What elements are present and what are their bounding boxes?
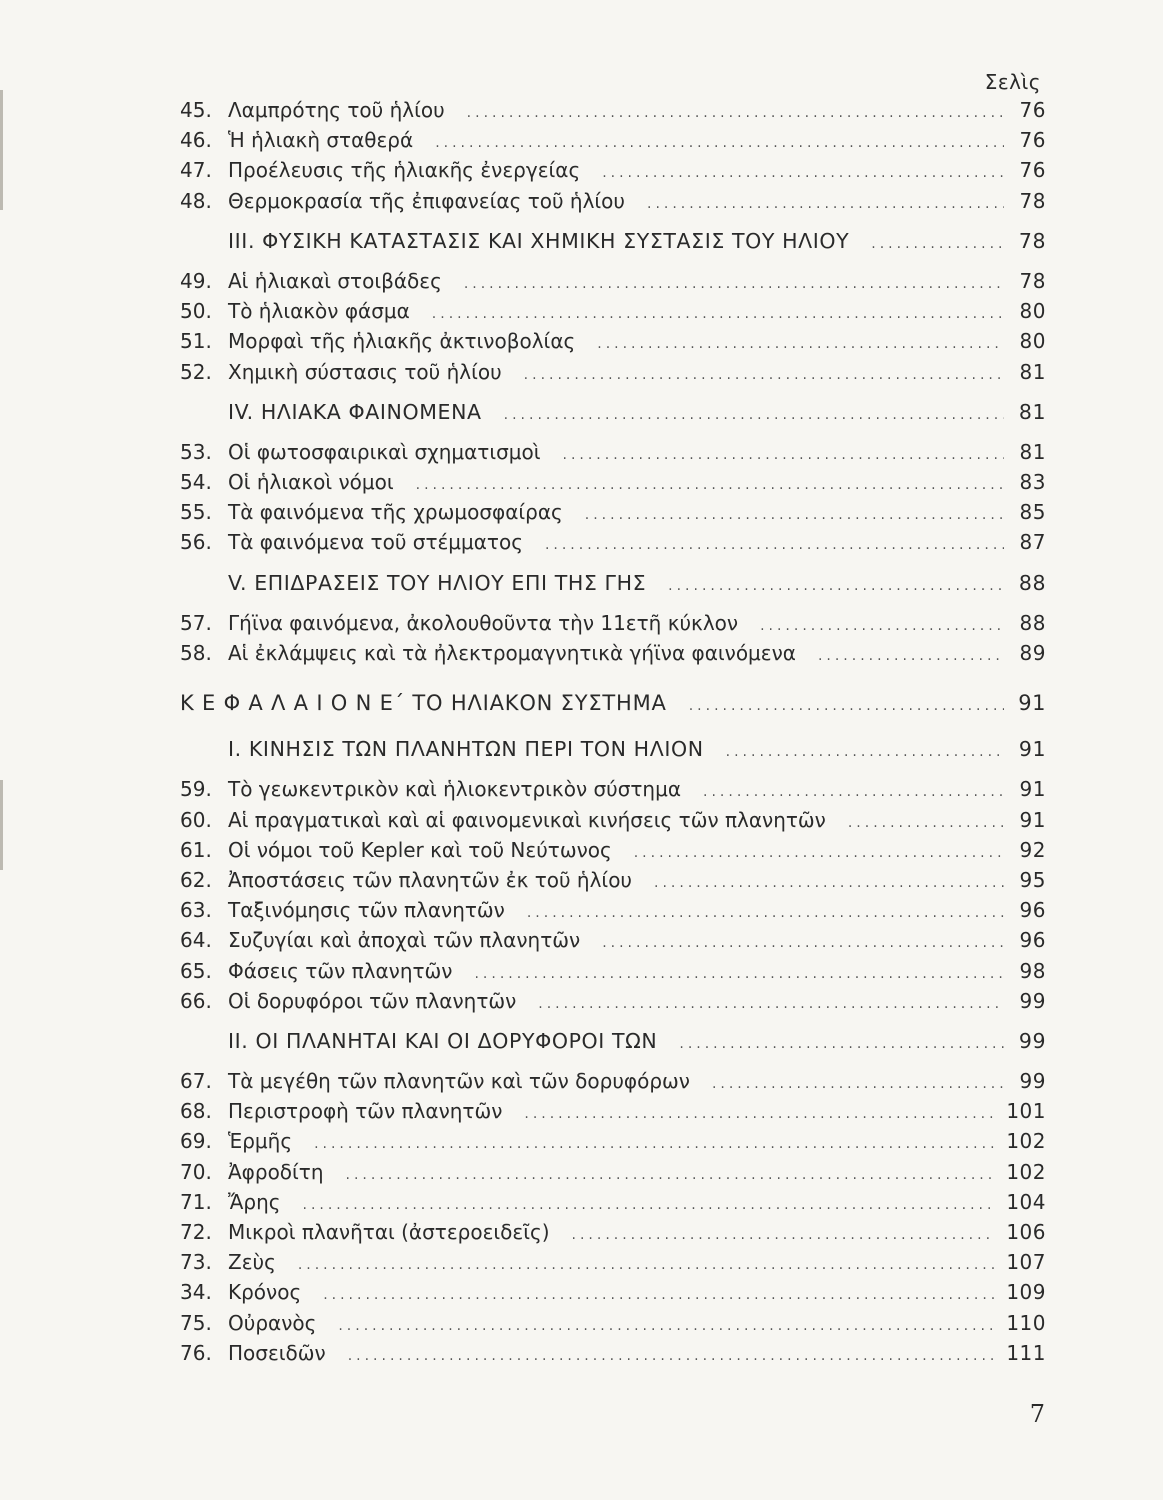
toc-chapter-row	[180, 691, 1046, 727]
dot-leader	[538, 996, 1004, 1012]
toc-entry-title: Οἱ δορυφόροι τῶν πλανητῶν	[228, 988, 517, 1013]
toc-page-number: 85	[1019, 500, 1046, 525]
toc-page-number: 76	[1019, 98, 1046, 122]
toc-entry-number: 66.	[180, 988, 212, 1013]
toc-entry-title: Ποσειδῶν	[228, 1340, 326, 1365]
toc-entry-number: 71.	[180, 1189, 212, 1214]
dot-leader	[464, 276, 1004, 292]
dot-leader	[689, 698, 1004, 714]
toc-entry-row	[180, 1250, 1046, 1280]
toc-page-number: 91	[1019, 777, 1046, 802]
toc-entry-row	[180, 299, 1046, 329]
toc-entry-row	[180, 128, 1046, 158]
dot-leader	[703, 784, 1004, 800]
toc-entry-number: 62.	[180, 867, 212, 892]
toc-entry-title: Μικροὶ πλανῆται (ἀστεροειδεῖς)	[228, 1220, 550, 1244]
toc-entry-number: 34.	[180, 1280, 212, 1305]
dot-leader	[597, 336, 1004, 352]
toc-entry-number: 49.	[180, 268, 212, 293]
toc-entry-title: Τὸ ἡλιακὸν φάσμα	[228, 299, 410, 324]
toc-section-title: II. ΟΙ ΠΛΑΝΗΤΑΙ ΚΑΙ ΟΙ ΔΟΡΥΦΟΡΟΙ ΤΩΝ	[228, 1028, 658, 1053]
dot-leader	[668, 578, 1004, 594]
dot-leader	[346, 1167, 995, 1183]
toc-entry-row	[180, 1069, 1046, 1099]
dot-leader	[348, 1348, 995, 1364]
toc-entry-row	[180, 838, 1046, 868]
toc-entry-title: Οἱ νόμοι τοῦ Kepler καὶ τοῦ Νεύτωνος	[228, 837, 612, 862]
dot-leader	[572, 1227, 995, 1243]
toc-page-number: 96	[1019, 898, 1046, 923]
dot-leader	[545, 537, 1004, 553]
toc-page-number: 95	[1019, 867, 1046, 892]
toc-entry-title: Αἱ ἐκλάμψεις καὶ τὰ ἠλεκτρομαγνητικὰ γήϊνα φαινόμενα	[228, 641, 796, 665]
toc-entry-number: 70.	[180, 1159, 212, 1184]
toc-entry-title: Τὰ μεγέθη τῶν πλανητῶν καὶ τῶν δορυφόρων	[228, 1069, 690, 1094]
dot-leader	[524, 367, 1004, 383]
toc-page-number: 99	[1019, 988, 1046, 1013]
toc-page-number: 88	[1019, 610, 1046, 635]
toc-entry-row	[180, 530, 1046, 560]
dot-leader	[504, 407, 1004, 423]
toc-entry-number: 61.	[180, 837, 212, 862]
toc-page-number: 102	[1006, 1159, 1046, 1184]
table-of-contents	[180, 98, 1046, 1371]
toc-page-number: 87	[1019, 530, 1046, 555]
toc-chapter-title: Κ Ε Φ Α Λ Α Ι Ο Ν Ε΄ ΤΟ ΗΛΙΑΚΟΝ ΣΥΣΤΗΜΑ	[180, 691, 667, 716]
toc-entry-title: Αἱ πραγματικαὶ καὶ αἱ φαινομενικαὶ κινήσεις τῶν πλανητῶν	[228, 807, 826, 832]
toc-entry-number: 52.	[180, 359, 212, 384]
toc-entry-row	[180, 611, 1046, 641]
toc-entry-row	[180, 269, 1046, 299]
toc-entry-number: 56.	[180, 530, 212, 555]
toc-page-number: 76	[1019, 158, 1046, 183]
toc-entry-row	[180, 959, 1046, 989]
toc-entry-number: 59.	[180, 777, 212, 802]
toc-section-row	[180, 1029, 1046, 1059]
dot-leader	[634, 845, 1004, 861]
toc-page-number: 80	[1019, 299, 1046, 324]
toc-page-number: 109	[1006, 1280, 1046, 1305]
dot-leader	[647, 196, 1004, 212]
toc-entry-row	[180, 641, 1046, 671]
toc-page-number: 99	[1019, 1069, 1046, 1094]
toc-entry-title: Γήϊνα φαινόμενα, ἀκολουθοῦντα τὴν 11ετῆ κύκλον	[228, 610, 739, 635]
toc-entry-number: 75.	[180, 1310, 212, 1335]
toc-entry-title: Ἄρης	[228, 1189, 281, 1214]
toc-entry-title: Συζυγίαι καὶ ἀποχαὶ τῶν πλανητῶν	[228, 928, 581, 953]
toc-section-title: IV. ΗΛΙΑΚΑ ΦΑΙΝΟΜΕΝΑ	[228, 399, 482, 424]
toc-page-number: 98	[1019, 958, 1046, 983]
toc-entry-title: Ἀφροδίτη	[228, 1159, 324, 1184]
toc-page-number: 88	[1018, 570, 1046, 595]
toc-entry-title: Ταξινόμησις τῶν πλανητῶν	[228, 898, 505, 923]
page-edge-shadow	[0, 90, 3, 210]
dot-leader	[298, 1257, 994, 1273]
toc-entry-row	[180, 868, 1046, 898]
toc-entry-number: 60.	[180, 807, 212, 832]
toc-page-number: 107	[1006, 1250, 1046, 1275]
toc-entry-number: 46.	[180, 128, 212, 153]
toc-entry-number: 67.	[180, 1069, 212, 1094]
toc-entry-title: Λαμπρότης τοῦ ἡλίου	[228, 98, 445, 122]
toc-section-row	[180, 571, 1046, 601]
toc-entry-title: Τὸ γεωκεντρικὸν καὶ ἡλιοκεντρικὸν σύστημα	[228, 777, 682, 802]
toc-section-title: I. ΚΙΝΗΣΙΣ ΤΩΝ ΠΛΑΝΗΤΩΝ ΠΕΡΙ ΤΟΝ ΗΛΙΟΝ	[228, 737, 704, 762]
toc-page-number: 92	[1019, 837, 1046, 862]
dot-leader	[524, 1106, 994, 1122]
dot-leader	[818, 648, 1004, 664]
toc-entry-row	[180, 928, 1046, 958]
dot-leader	[416, 477, 1004, 493]
dot-leader	[871, 236, 1004, 252]
toc-entry-title: Προέλευσις τῆς ἡλιακῆς ἐνεργείας	[228, 158, 581, 183]
dot-leader	[848, 815, 1004, 831]
toc-page-number: 83	[1019, 470, 1046, 495]
toc-entry-row	[180, 1190, 1046, 1220]
dot-leader	[602, 935, 1004, 951]
toc-entry-row	[180, 98, 1046, 128]
toc-page-number: 96	[1019, 928, 1046, 953]
dot-leader	[527, 905, 1004, 921]
toc-page-number: 91	[1019, 807, 1046, 832]
page-number: 7	[1029, 1400, 1045, 1428]
dot-leader	[679, 1036, 1004, 1052]
toc-entry-title: Περιστροφὴ τῶν πλανητῶν	[228, 1099, 503, 1124]
dot-leader	[435, 135, 1004, 151]
toc-entry-title: Τὰ φαινόμενα τοῦ στέμματος	[228, 530, 523, 555]
toc-entry-number: 63.	[180, 898, 212, 923]
toc-entry-title: Τὰ φαινόμενα τῆς χρωμοσφαίρας	[228, 500, 563, 525]
toc-entry-title: Αἱ ἡλιακαὶ στοιβάδες	[228, 268, 442, 293]
toc-entry-number: 76.	[180, 1340, 212, 1365]
toc-entry-number: 64.	[180, 928, 212, 953]
toc-entry-title: Οὐρανὸς	[228, 1310, 317, 1335]
toc-entry-row	[180, 329, 1046, 359]
toc-page-number: 76	[1019, 128, 1046, 153]
toc-page-number: 81	[1019, 359, 1046, 384]
toc-entry-title: Χημικὴ σύστασις τοῦ ἡλίου	[228, 359, 502, 384]
toc-entry-row	[180, 158, 1046, 188]
toc-entry-number: 69.	[180, 1129, 212, 1154]
toc-entry-row	[180, 1341, 1046, 1371]
toc-page-number: 104	[1006, 1189, 1046, 1214]
toc-page-number: 102	[1006, 1129, 1046, 1154]
toc-entry-row	[180, 1311, 1046, 1341]
dot-leader	[314, 1136, 994, 1152]
dot-leader	[474, 966, 1004, 982]
toc-entry-title: Ἑρμῆς	[228, 1129, 293, 1154]
toc-entry-title: Μορφαὶ τῆς ἡλιακῆς ἀκτινοβολίας	[228, 329, 576, 354]
toc-entry-title: Οἱ ἡλιακοὶ νόμοι	[228, 470, 394, 495]
toc-entry-number: 47.	[180, 158, 212, 183]
toc-entry-row	[180, 808, 1046, 838]
dot-leader	[712, 1076, 1004, 1092]
toc-page-number: 111	[1006, 1340, 1046, 1365]
dot-leader	[602, 165, 1004, 181]
toc-page-number: 89	[1019, 641, 1046, 665]
toc-page-number: 81	[1019, 439, 1046, 464]
toc-entry-number: 54.	[180, 470, 212, 495]
toc-page-number: 101	[1006, 1099, 1046, 1124]
toc-entry-number: 50.	[180, 299, 212, 324]
dot-leader	[563, 447, 1005, 463]
toc-entry-row	[180, 189, 1046, 219]
toc-section-row	[180, 229, 1046, 259]
dot-leader	[432, 306, 1004, 322]
toc-entry-title: Κρόνος	[228, 1280, 302, 1305]
toc-entry-number: 53.	[180, 439, 212, 464]
dot-leader	[654, 875, 1004, 891]
toc-page-number: 91	[1018, 691, 1046, 716]
toc-section-title: III. ΦΥΣΙΚΗ ΚΑΤΑΣΤΑΣΙΣ ΚΑΙ ΧΗΜΙΚΗ ΣΥΣΤΑΣΙΣ ΤΟΥ ΗΛΙΟΥ	[228, 228, 850, 253]
dot-leader	[760, 618, 1004, 634]
toc-entry-row	[180, 440, 1046, 470]
toc-entry-number: 55.	[180, 500, 212, 525]
toc-page-number: 99	[1018, 1028, 1046, 1053]
toc-entry-title: Ἡ ἡλιακὴ σταθερά	[228, 128, 414, 153]
toc-entry-title: Φάσεις τῶν πλανητῶν	[228, 958, 453, 983]
dot-leader	[467, 105, 1004, 121]
toc-entry-row	[180, 777, 1046, 807]
toc-entry-number: 72.	[180, 1220, 212, 1244]
toc-section-row	[180, 737, 1046, 767]
toc-entry-number: 65.	[180, 958, 212, 983]
page-column-label: Σελὶς	[984, 70, 1041, 94]
dot-leader	[338, 1318, 994, 1334]
toc-entry-row	[180, 898, 1046, 928]
toc-entry-title: Ἀποστάσεις τῶν πλανητῶν ἐκ τοῦ ἡλίου	[228, 867, 633, 892]
toc-entry-row	[180, 500, 1046, 530]
dot-leader	[726, 744, 1004, 760]
toc-page-number: 91	[1018, 737, 1046, 762]
dot-leader	[323, 1287, 994, 1303]
toc-section-title: V. ΕΠΙΔΡΑΣΕΙΣ ΤΟΥ ΗΛΙΟΥ ΕΠΙ ΤΗΣ ΓΗΣ	[228, 570, 647, 595]
page-edge-shadow	[0, 780, 3, 870]
toc-entry-row	[180, 1099, 1046, 1129]
toc-entry-number: 48.	[180, 188, 212, 213]
toc-page-number: 78	[1018, 228, 1046, 253]
toc-entry-title: Θερμοκρασία τῆς ἐπιφανείας τοῦ ἡλίου	[228, 188, 625, 213]
toc-page-number: 78	[1019, 188, 1046, 213]
toc-entry-number: 57.	[180, 610, 212, 635]
toc-page-number: 106	[1006, 1220, 1046, 1244]
dot-leader	[303, 1197, 995, 1213]
toc-entry-number: 58.	[180, 641, 212, 665]
toc-page-number: 80	[1019, 329, 1046, 354]
toc-entry-row	[180, 989, 1046, 1019]
toc-entry-row	[180, 1280, 1046, 1310]
toc-entry-row	[180, 1129, 1046, 1159]
toc-entry-number: 51.	[180, 329, 212, 354]
toc-entry-row	[180, 1160, 1046, 1190]
dot-leader	[585, 507, 1004, 523]
toc-section-row	[180, 400, 1046, 430]
toc-entry-row	[180, 1220, 1046, 1250]
toc-entry-title: Οἱ φωτοσφαιρικαὶ σχηματισμοὶ	[228, 439, 541, 464]
toc-page-number: 110	[1006, 1310, 1046, 1335]
toc-entry-title: Ζεὺς	[228, 1250, 276, 1275]
toc-page-number: 81	[1018, 399, 1046, 424]
toc-entry-row	[180, 360, 1046, 390]
toc-entry-number: 68.	[180, 1099, 212, 1124]
toc-entry-number: 73.	[180, 1250, 212, 1275]
toc-entry-row	[180, 470, 1046, 500]
toc-page-number: 78	[1019, 268, 1046, 293]
toc-entry-number: 45.	[180, 98, 212, 122]
